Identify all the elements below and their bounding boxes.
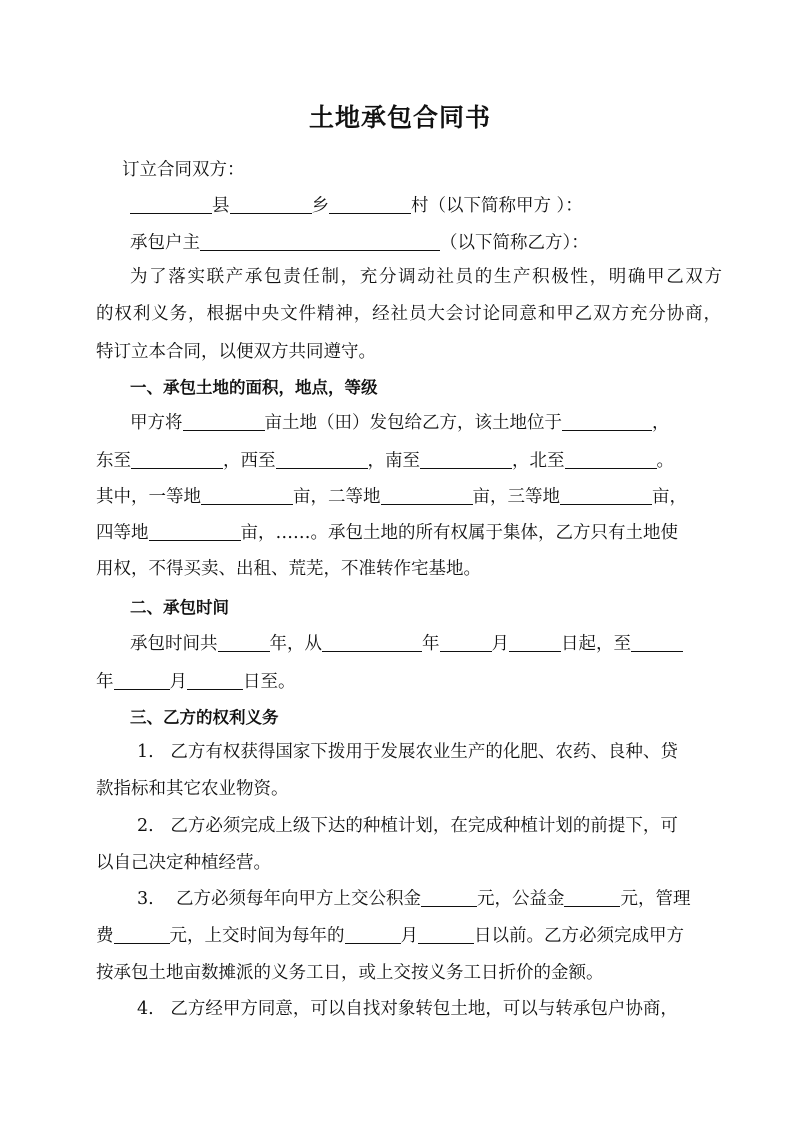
- section2-line-2: 年 月 日至。: [96, 672, 296, 692]
- document-title: 土地承包合同书: [308, 103, 491, 132]
- start-day-blank[interactable]: [509, 633, 561, 652]
- grade1-blank[interactable]: [201, 486, 293, 505]
- west-boundary-blank[interactable]: [276, 450, 368, 469]
- start-month-blank[interactable]: [440, 633, 492, 652]
- start-year-blank[interactable]: [322, 633, 422, 652]
- intro-line-1: 为了落实联产承包责任制，充分调动社员的生产积极性，明确甲乙双方: [130, 267, 722, 287]
- grade2-blank[interactable]: [381, 486, 473, 505]
- grade4-blank[interactable]: [149, 522, 241, 541]
- section1-line-4: 四等地 亩，……。承包土地的所有权属于集体，乙方只有土地使: [96, 523, 678, 543]
- south-boundary-blank[interactable]: [420, 450, 512, 469]
- item1-line-2: 款指标和其它农业物资。: [96, 779, 289, 799]
- area-blank[interactable]: [183, 412, 265, 431]
- deadline-month-blank[interactable]: [345, 925, 401, 944]
- end-month-blank[interactable]: [114, 671, 170, 690]
- item3-line-1: 3. 乙方必须每年向甲方上交公积金 元，公益金 元，管理: [137, 889, 691, 909]
- end-year-blank[interactable]: [631, 633, 683, 652]
- parties-label: 订立合同双方：: [122, 160, 245, 180]
- section2-heading: 二、承包时间: [130, 598, 229, 617]
- welfare-fund-blank[interactable]: [564, 888, 620, 907]
- section1-heading: 一、承包土地的面积，地点，等级: [130, 378, 378, 397]
- section1-line-3: 其中，一等地 亩，二等地 亩，三等地 亩，: [96, 487, 687, 507]
- item1-line-1: 1. 乙方有权获得国家下拨用于发展农业生产的化肥、农药、良种、贷: [137, 742, 678, 762]
- end-day-blank[interactable]: [187, 671, 243, 690]
- item3-line-2: 费 元，上交时间为每年的 月 日以前。乙方必须完成甲方: [96, 926, 684, 946]
- management-fee-blank[interactable]: [114, 925, 170, 944]
- section3-heading: 三、乙方的权利义务: [130, 708, 279, 727]
- section1-line-2: 东至 ，西至 ，南至 ，北至 。: [96, 451, 674, 471]
- deadline-day-blank[interactable]: [418, 925, 474, 944]
- county-blank[interactable]: [130, 195, 212, 214]
- item4-line-1: 4. 乙方经甲方同意，可以自找对象转包土地，可以与转承包户协商，: [137, 999, 678, 1019]
- grade3-blank[interactable]: [560, 486, 652, 505]
- township-blank[interactable]: [230, 195, 312, 214]
- item2-line-1: 2. 乙方必须完成上级下达的种植计划，在完成种植计划的前提下，可: [137, 816, 678, 836]
- section1-line-5: 用权，不得买卖、出租、荒芜，不准转作宅基地。: [96, 559, 481, 579]
- east-boundary-blank[interactable]: [131, 450, 223, 469]
- intro-line-2: 的权利义务，根据中央文件精神，经社员大会讨论同意和甲乙双方充分协商，: [96, 304, 721, 324]
- location-blank[interactable]: [562, 412, 652, 431]
- party-a-line: 县 乡 村（以下简称甲方 ）：: [130, 194, 755, 218]
- intro-line-3: 特订立本合同，以便双方共同遵守。: [96, 342, 376, 362]
- party-b-line: 承包户主 （以下简称乙方）：: [130, 233, 589, 253]
- item3-line-3: 按承包土地亩数摊派的义务工日，或上交按义务工日折价的金额。: [96, 963, 604, 983]
- village-blank[interactable]: [329, 195, 411, 214]
- household-head-blank[interactable]: [200, 232, 440, 251]
- section2-line-1: 承包时间共 年，从 年 月 日起，至: [130, 632, 755, 656]
- years-blank[interactable]: [218, 633, 270, 652]
- section1-line-1: 甲方将 亩土地（田）发包给乙方，该土地位于 ，: [130, 413, 670, 433]
- item2-line-2: 以自己决定种植经营。: [96, 853, 271, 873]
- reserve-fund-blank[interactable]: [421, 888, 477, 907]
- north-boundary-blank[interactable]: [565, 450, 657, 469]
